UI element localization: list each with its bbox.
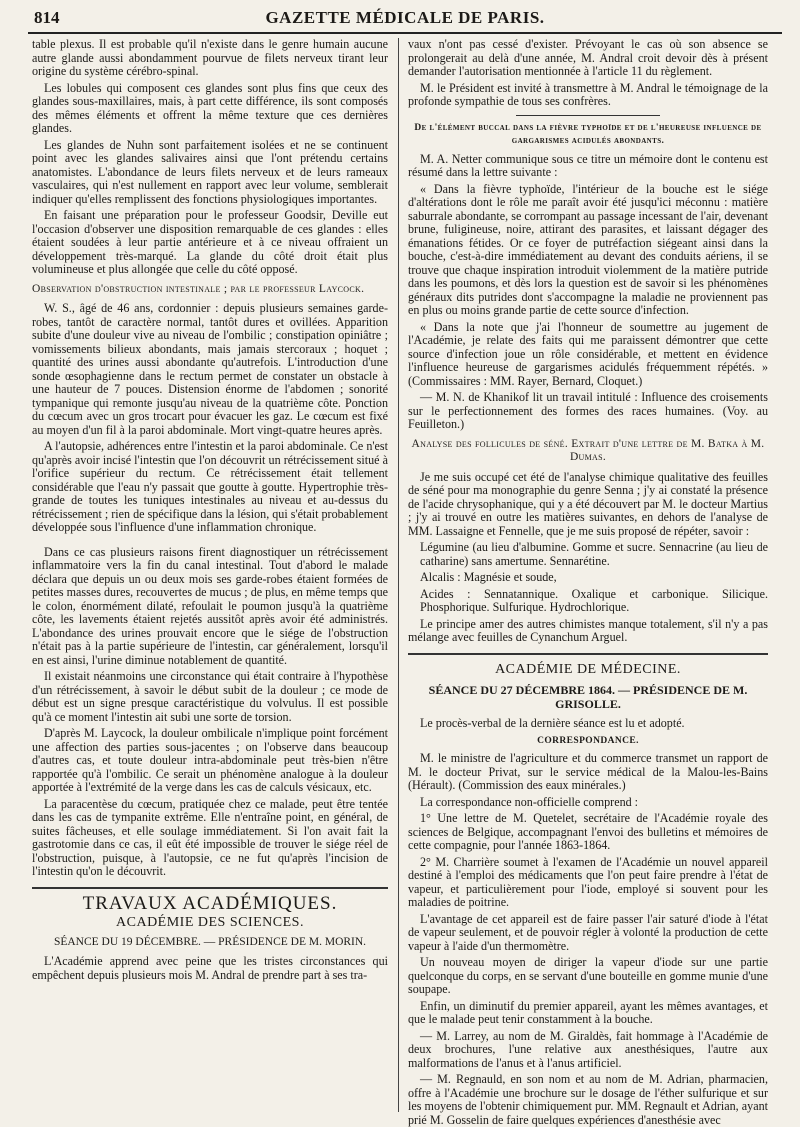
paragraph: La paracentèse du cœcum, pratiquée chez ce malade, peut être tentée dans les cas de tympanite extrême. Elle n'entraîne point, en général, de suites fâcheuses, et elle soulage immédiatement. Si l'on avait fait la gastrotomie dans ce cas, il eût été impossible de trouver le siége réel de l'obstruction, puisque, à l'autopsie, ce ne fut qu'après l'incision de l'intestin qu'on le découvrit. bbox=[32, 796, 388, 878]
paragraph: — M. N. de Khanikof lit un travail intitulé : Influence des croisements sur le perfectionnement des formes des races humaines. (Voy. au Feuilleton.) bbox=[408, 390, 768, 431]
section-title-observation: Observation d'obstruction intestinale ; par le professeur Laycock. bbox=[32, 282, 365, 295]
paragraph: table plexus. Il est probable qu'il n'existe dans le genre humain aucune autre glande aussi abondamment pourvue de filets nerveux tirant leur origine du système cérébro-spinal. bbox=[32, 37, 388, 78]
left-column bbox=[32, 38, 388, 1112]
right-column bbox=[408, 37, 768, 1127]
section-rule bbox=[32, 887, 388, 889]
paragraph: vaux n'ont pas cessé d'exister. Prévoyant le cas où son absence se prolongerait au delà d'une année, M. Andral croit devoir dès à présent demander l'autorisation mentionnée à l'article 11 du règlement. bbox=[408, 37, 768, 78]
column-divider bbox=[398, 38, 399, 1112]
paragraph: « Dans la fièvre typhoïde, l'intérieur de la bouche est le siége d'altérations dont le rôle me paraît avoir été jusqu'ici méconnu : matière saburrale abondante, se corrompant au passage incessant de l'air, devenant brune, fuligineuse, noire, attirant des parasites, et laissant dégager des émanations fétides. Or ce foyer de putréfaction siégeant ainsi dans la bouche, c'est-à-dire immédiatement au devant des conduits aériens, il se trouve que chaque inspiration introduit violemment de la matière putride dans les poumons, et dès lors la question est de savoir si les phénomènes généraux dits putrides dont s'accompagne la maladie ne proviennent pas en plus ou moins grande partie de cette source d'infection. bbox=[408, 181, 768, 317]
list-item: Acides : Sennatannique. Oxalique et carbonique. Silicique. Phosphorique. Sulfurique. Hydrochlorique. bbox=[420, 586, 768, 614]
paragraph: En faisant une préparation pour le professeur Goodsir, Deville eut l'occasion d'observer une disposition remarquable de ces glandes : elles étaient soudées à leur partie antérieure et à ce niveau offraient un développement très-marqué. La glande du côté droit était plus volumineuse et plus allongée que celle du côté opposé. bbox=[32, 208, 388, 276]
paragraph: Les glandes de Nuhn sont parfaitement isolées et ne se continuent point avec les glandes salivaires ainsi que l'ont prétendu certains anatomistes. L'abondance de leurs filets nerveux et de leurs rameaux vasculaires, qui n'est nullement en rapport avec leur volume, semblerait indiquer qu'elles remplissent des fonctions physiologiques importantes. bbox=[32, 137, 388, 206]
paragraph: L'avantage de cet appareil est de faire passer l'air saturé d'iode à l'état de vapeur seulement, et de pouvoir régler à volonté la production de cette vapeur à l'aide d'un thermomètre. bbox=[408, 911, 768, 953]
paragraph: La correspondance non-officielle comprend : bbox=[420, 794, 639, 809]
paragraph: M. le Président est invité à transmettre à M. Andral le témoignage de la profonde sympathie de tous ses confrères. bbox=[408, 80, 768, 108]
section-title-element-buccal: De l'élément buccal dans la fièvre typhoïde et de l'heureuse influence de gargarismes acidulés abondants. bbox=[414, 122, 762, 146]
paragraph: Le procès-verbal de la dernière séance est lu et adopté. bbox=[420, 716, 685, 730]
composition-list bbox=[408, 541, 768, 615]
academie-sciences-title: ACADÉMIE DES SCIENCES. bbox=[116, 915, 304, 930]
paragraph: D'après M. Laycock, la douleur ombilicale n'implique point forcément une affection des parties sous-jacentes ; on l'observe dans beaucoup d'autres cas, et toute douleur intra-abdominale peut très-bien n'être rapportée qu'à l'ombilic. Ce serait un phénomène analogue à la douleur apportée à l'extrémité de la verge dans les cas de calculs vésicaux, etc. bbox=[32, 726, 388, 794]
paragraph: — M. Larrey, au nom de M. Giraldès, fait hommage à l'Académie de deux brochures, l'une relative aux anesthésiques, l'autre aux malformations de l'anus et à l'anus artificiel. bbox=[408, 1028, 768, 1070]
list-item: Légumine (au lieu d'albumine. Gomme et sucre. Sennacrine (au lieu de catharine) sans amertume. Sennarétine. bbox=[420, 540, 768, 568]
section-rule bbox=[516, 115, 660, 116]
paragraph: Les lobules qui composent ces glandes sont plus fins que ceux des glandes sous-maxillaires, mais, à part cette différence, ils sont composés des mêmes éléments et offrent la même texture que ces dernières glandes. bbox=[32, 80, 388, 135]
list-item: Alcalis : Magnésie et soude, bbox=[420, 570, 557, 584]
paragraph: — M. Regnauld, en son nom et au nom de M. Adrian, pharmacien, offre à l'Académie une brochure sur le dosage de l'éther sulfurique et sur les moyens de l'obtenir chimiquement pur. MM. Regnault et Adrian, ayant prié M. Gosselin de faire quelques expériences d'anesthésie avec bbox=[408, 1072, 768, 1127]
paragraph: A l'autopsie, adhérences entre l'intestin et la paroi abdominale. Ce n'est qu'après avoir incisé l'intestin que l'on découvrit un rétrécissement situé à l'orifice supérieur du rectum. Ce rétrécissement était tellement considérable que l'eau n'y passait que goutte à goutte. Hypertrophie très-grande de toutes les tuniques intestinales au niveau et au-dessus du rétrécissement ; rien de spécifique dans la lésion, qui s'était probablement développée sous l'influence d'une inflammation chronique. bbox=[32, 439, 388, 534]
journal-title: GAZETTE MÉDICALE DE PARIS. bbox=[265, 8, 545, 27]
travaux-academiques-title: TRAVAUX ACADÉMIQUES. bbox=[82, 892, 338, 914]
paragraph: 1° Une lettre de M. Quetelet, secrétaire de l'Académie royale des sciences de Belgique, accompagnant l'envoi des bulletins et mémoires de cette compagnie, pour l'année 1863-1864. bbox=[408, 811, 768, 852]
paragraph: W. S., âgé de 46 ans, cordonnier : depuis plusieurs semaines garde-robes, tantôt de caractère normal, tantôt dures et ovillées. Apparition subite d'une douleur vive au niveau de l'ombilic ; constipation opiniâtre ; vomissements bilieux abondants, mais jamais stercoraux ; hoquet ; quantité des urines aussi abondante qu'autrefois. L'introduction d'une sonde œsophagienne dans le rectum permet de constater un obstacle à une hauteur de 7 pouces. Distension énorme de l'abdomen ; sonorité tympanique qui remonte jusqu'au niveau de la quatrième côte. Ponction du cœcum avec un gros trocart pour évacuer les gaz. Le cœcum est fixé au moyen d'un fil à la paroi abdominale. Mort vingt-quatre heures après. bbox=[32, 301, 388, 437]
paragraph: Dans ce cas plusieurs raisons firent diagnostiquer un rétrécissement inflammatoire vers la fin du canal intestinal. Tout d'abord le malade déclara que depuis un ou deux mois ses garde-robes étaient formées de petites masses dures, recouvertes de mucus ; de plus, en même temps que le colon, énormément dilaté, refoulait le poumon jusqu'à la quatrième côte, les lavements étaient rejetés aussitôt après avoir été administrés. L'abondance des urines prouvait encore que le siége de l'obstruction n'était pas à la partie supérieure de l'intestin, car généralement, lorsqu'il en est ainsi, l'urine diminue notablement de quantité. bbox=[32, 544, 388, 667]
paragraph: M. A. Netter communique sous ce titre un mémoire dont le contenu est résumé dans la lettre suivante : bbox=[408, 151, 768, 179]
paragraph: Enfin, un diminutif du premier appareil, ayant les mêmes avantages, et que le malade peut tenir constamment à la bouche. bbox=[408, 998, 768, 1026]
paragraph: L'Académie apprend avec peine que les tristes circonstances qui empêchent depuis plusieurs mois M. Andral de prendre part à ses tra- bbox=[32, 954, 388, 982]
page-header bbox=[28, 6, 782, 34]
paragraph: « Dans la note que j'ai l'honneur de soumettre au jugement de l'Académie, je relate des faits qui me paraissent démontrer que cette source d'infection joue un rôle considérable, et mettent en évidence l'influence heureuse de gargarismes acidulés fréquemment répétés. » (Commissaires : MM. Rayer, Bernard, Cloquet.) bbox=[408, 319, 768, 388]
paragraph: Il existait néanmoins une circonstance qui était contraire à l'hypothèse d'un rétrécissement, à savoir le début subit de la douleur ; ce mode de début est un signe presque caractéristique du volvulus. Il est possible qu'à ce moment l'intestin ait subi une sorte de torsion. bbox=[32, 669, 388, 724]
paragraph: M. le ministre de l'agriculture et du commerce transmet un rapport de M. le docteur Privat, sur le service médical de la Malou-les-Bains (Hérault). (Commission des eaux minérales.) bbox=[408, 751, 768, 792]
paragraph: Un nouveau moyen de diriger la vapeur d'iode sur une partie quelconque du corps, en se servant d'une bouteille en gomme munie d'une soupape. bbox=[408, 955, 768, 996]
paragraph: 2° M. Charrière soumet à l'examen de l'Académie un nouvel appareil destiné à l'emploi des médicaments que l'on peut faire prendre à l'état de vapeur, et particulièrement pour l'iode, employé si souvent pour les maladies de poitrine. bbox=[408, 854, 768, 909]
section-title-analyse-sene: Analyse des follicules de séné. Extrait d'une lettre de M. Batka à M. Dumas. bbox=[411, 437, 765, 463]
academie-medecine-title: ACADÉMIE DE MÉDECINE. bbox=[495, 661, 681, 677]
paragraph: Je me suis occupé cet été de l'analyse chimique qualitative des feuilles de séné pour ma monographie du genre Senna ; j'y ai constaté la présence de l'acide chrysophanique, qui y a été découvert par M. le docteur Martius ; j'y ai trouvé en outre les matières suivantes, en dehors de l'analyse de MM. Lassaigne et Fennelle, que je me suis proposé de répéter, savoir : bbox=[408, 469, 768, 538]
section-rule bbox=[408, 653, 768, 655]
seance-sciences: SÉANCE DU 19 DÉCEMBRE. — PRÉSIDENCE DE M. MORIN. bbox=[53, 935, 367, 948]
page-number: 814 bbox=[34, 8, 60, 27]
paragraph: Le principe amer des autres chimistes manque totalement, s'il n'y a pas mélange avec feuilles de Cynanchum Arguel. bbox=[408, 616, 768, 644]
correspondance-heading: CORRESPONDANCE. bbox=[537, 735, 639, 746]
seance-medecine: SÉANCE DU 27 DÉCEMBRE 1864. — PRÉSIDENCE DE M. GRISOLLE. bbox=[428, 683, 748, 711]
